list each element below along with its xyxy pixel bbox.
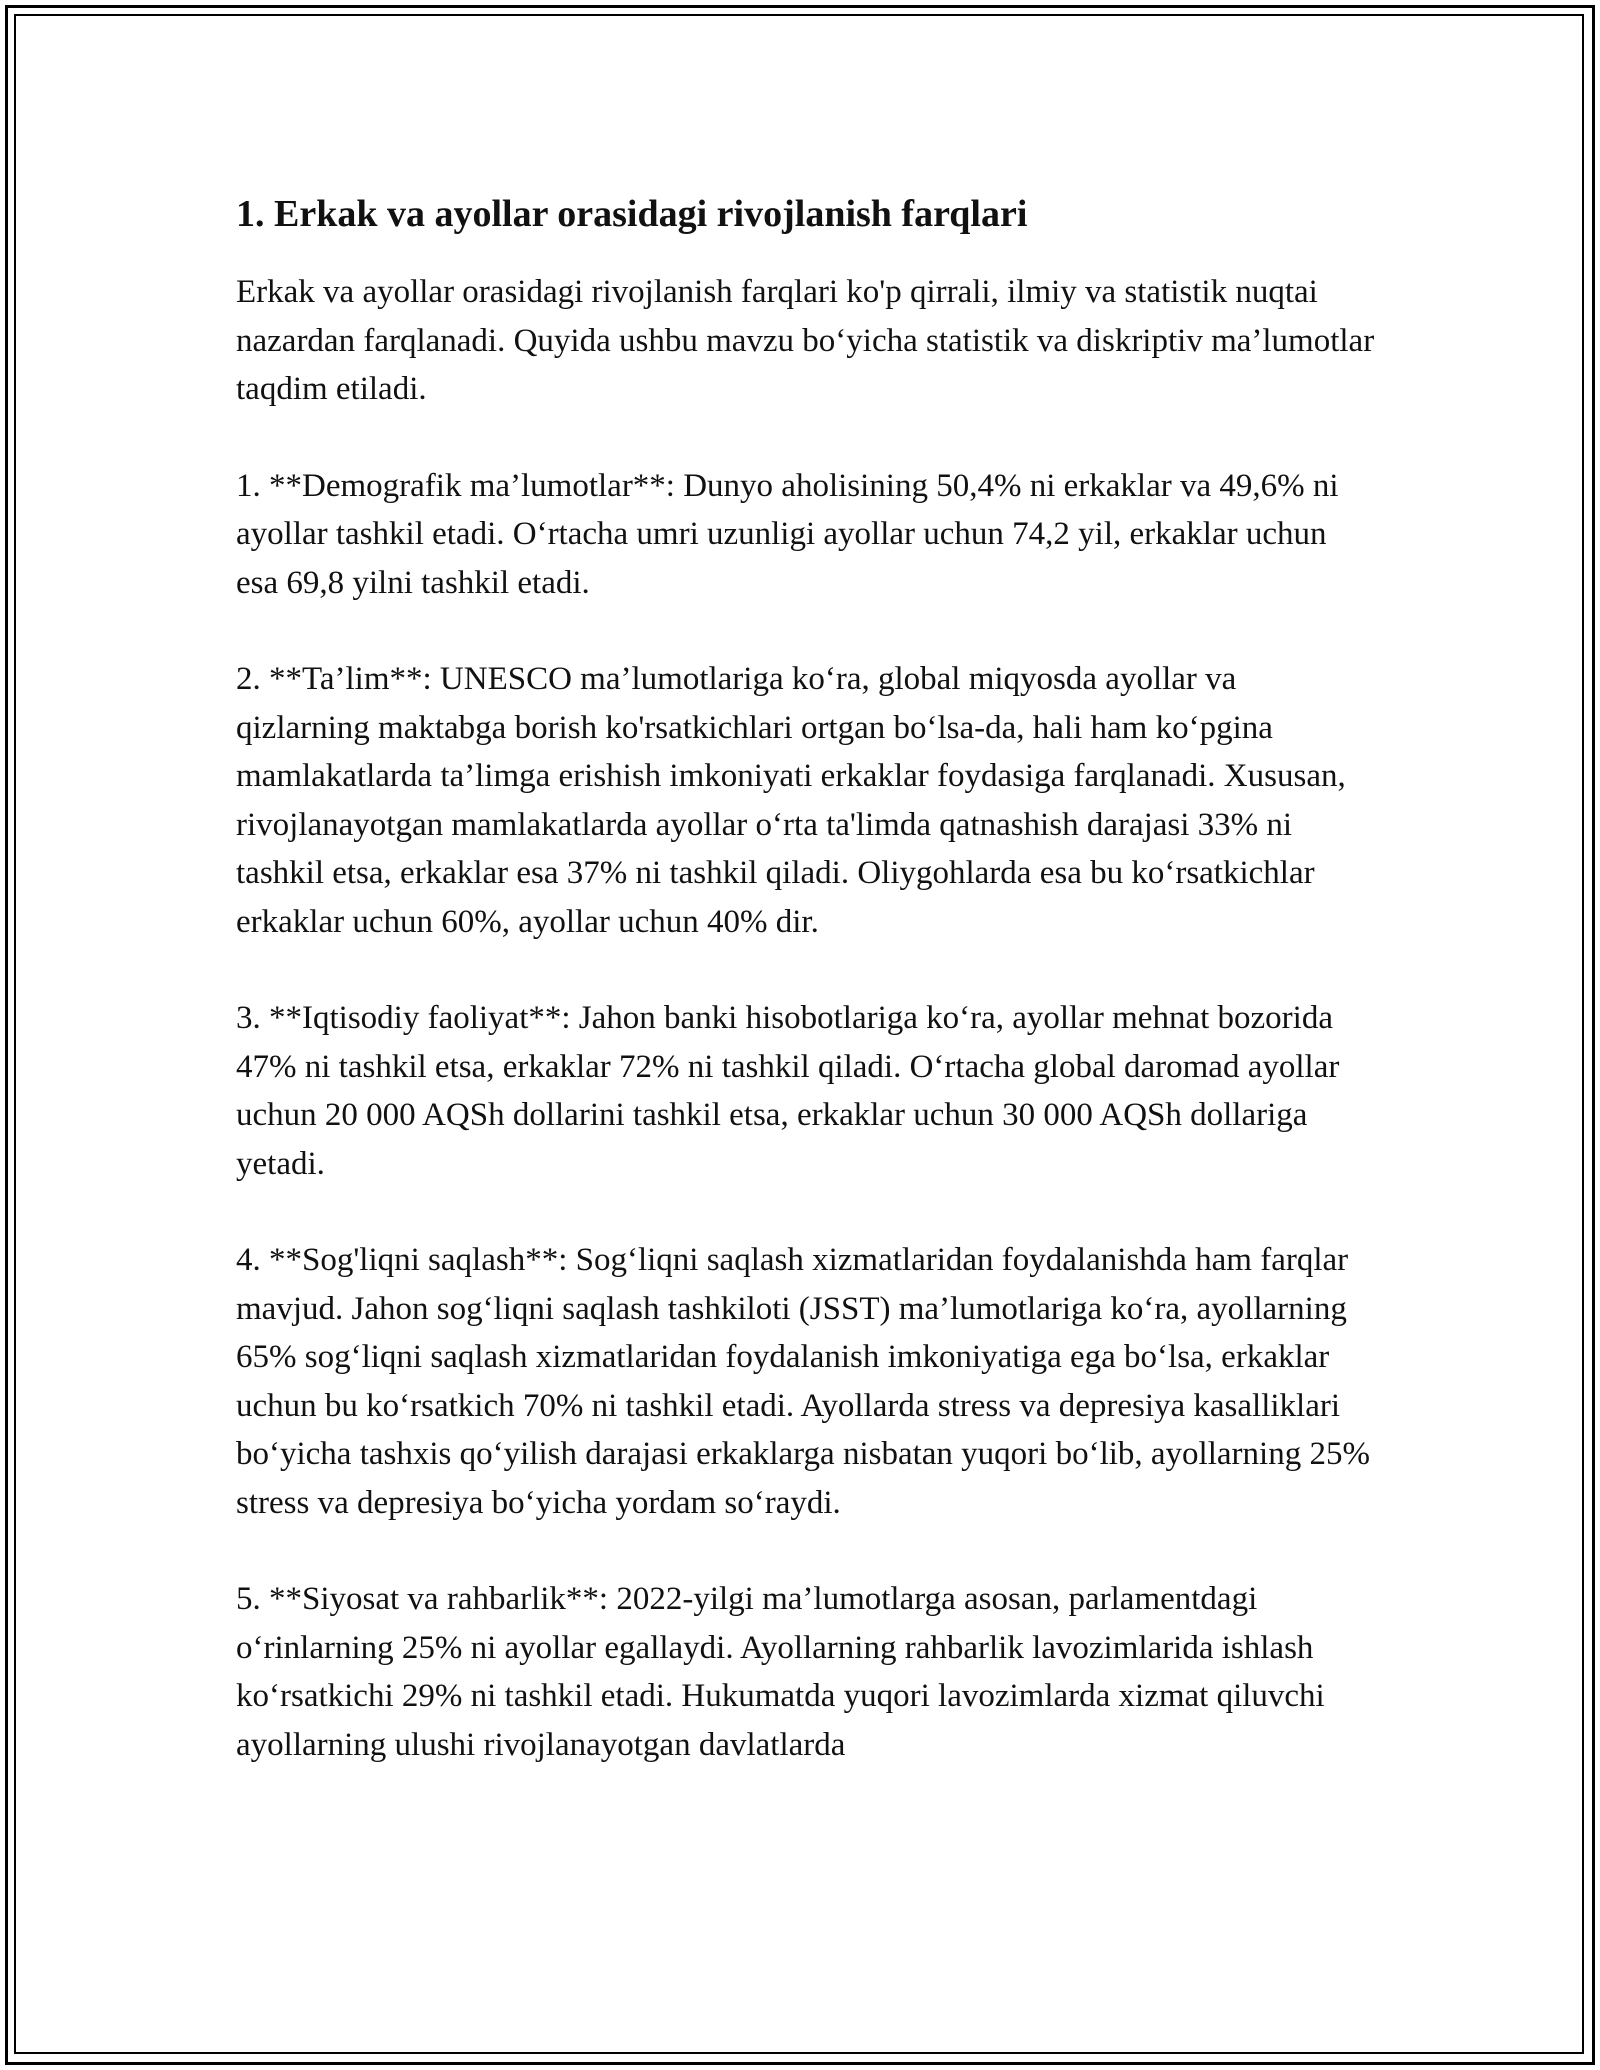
intro-paragraph: Erkak va ayollar orasidagi rivojlanish farqlari ko'p qirrali, ilmiy va statistik nuqtai nazardan farqlanadi. Quyida ushbu mavzu bo‘yicha statistik va diskriptiv ma’lumotlar taqdim etiladi.: [236, 274, 1375, 407]
document-title: 1. Erkak va ayollar orasidagi rivojlanish farqlari: [236, 193, 1028, 235]
economic-activity-paragraph: 3. **Iqtisodiy faoliyat**: Jahon banki hisobotlariga ko‘ra, ayollar mehnat bozorida 47% ni tashkil etsa, erkaklar 72% ni tashkil qiladi. O‘rtacha global daromad ayollar uchun 20 000 AQSh dollarini tashkil etsa, erkaklar uchun 30 000 AQSh dollariga yetadi.: [236, 1000, 1340, 1182]
healthcare-paragraph: 4. **Sog'liqni saqlash**: Sog‘liqni saqlash xizmatlaridan foydalanishda ham farqlar mavjud. Jahon sog‘liqni saqlash tashkiloti (JSST) ma’lumotlariga ko‘ra, ayollarning 65% sog‘liqni saqlash xizmatlaridan foydalanish imkoniyatiga ega bo‘lsa, erkaklar uchun bu ko‘rsatkich 70% ni tashkil etadi. Ayollarda stress va depresiya kasalliklari bo‘yicha tashxis qo‘yilish darajasi erkaklarga nisbatan yuqori bo‘lib, ayollarning 25% stress va depresiya bo‘yicha yordam so‘raydi.: [236, 1242, 1370, 1521]
education-paragraph: 2. **Ta’lim**: UNESCO ma’lumotlariga ko‘ra, global miqyosda ayollar va qizlarning maktabga borish ko'rsatkichlari ortgan bo‘lsa-da, hali ham ko‘pgina mamlakatlarda ta’limga erishish imkoniyati erkaklar foydasiga farqlanadi. Xususan, rivojlanayotgan mamlakatlarda ayollar o‘rta ta'limda qatnashish darajasi 33% ni tashkil etsa, erkaklar esa 37% ni tashkil qiladi. Oliygohlarda esa bu ko‘rsatkichlar erkaklar uchun 60%, ayollar uchun 40% dir.: [236, 661, 1346, 940]
politics-leadership-paragraph: 5. **Siyosat va rahbarlik**: 2022-yilgi ma’lumotlarga asosan, parlamentdagi o‘rinlarning 25% ni ayollar egallaydi. Ayollarning rahbarlik lavozimlarida ishlash ko‘rsatkichi 29% ni tashkil etadi. Hukumatda yuqori lavozimlarda xizmat qiluvchi ayollarning ulushi rivojlanayotgan davlatlarda: [236, 1581, 1325, 1763]
document-body: [236, 188, 1376, 1817]
demographics-paragraph: 1. **Demografik ma’lumotlar**: Dunyo aholisining 50,4% ni erkaklar va 49,6% ni ayollar tashkil etadi. O‘rtacha umri uzunligi ayollar uchun 74,2 yil, erkaklar uchun esa 69,8 yilni tashkil etadi.: [236, 467, 1339, 601]
